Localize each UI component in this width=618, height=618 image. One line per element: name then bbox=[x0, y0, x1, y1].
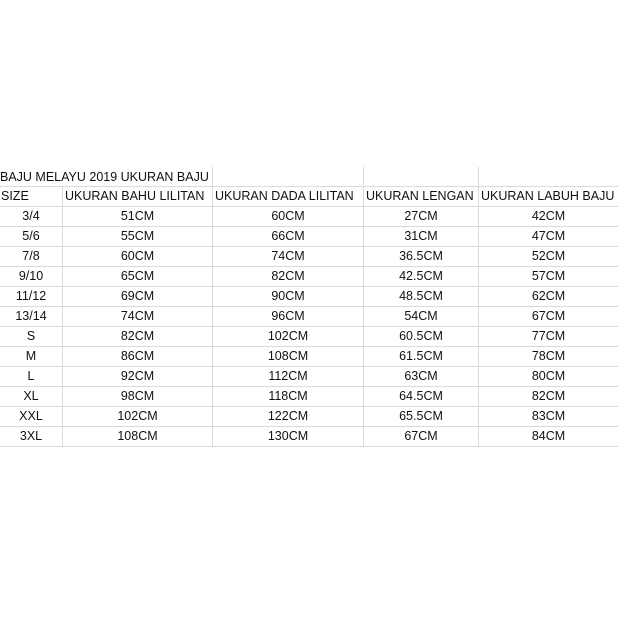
length-cell: 77CM bbox=[479, 327, 618, 347]
shoulder-cell: 65CM bbox=[63, 267, 213, 287]
length-cell: 57CM bbox=[479, 267, 618, 287]
header-row bbox=[0, 187, 618, 207]
shoulder-cell: 86CM bbox=[63, 347, 213, 367]
chest-cell: 74CM bbox=[213, 247, 364, 267]
size-cell: 13/14 bbox=[0, 307, 63, 327]
table-row bbox=[0, 227, 618, 247]
header-chest: UKURAN DADA LILITAN bbox=[213, 187, 364, 207]
sleeve-cell: 27CM bbox=[364, 207, 479, 227]
sheet-title: BAJU MELAYU 2019 UKURAN BAJU bbox=[0, 167, 213, 187]
chest-cell: 82CM bbox=[213, 267, 364, 287]
table-row bbox=[0, 367, 618, 387]
shoulder-cell: 74CM bbox=[63, 307, 213, 327]
sleeve-cell: 61.5CM bbox=[364, 347, 479, 367]
shoulder-cell: 60CM bbox=[63, 247, 213, 267]
shoulder-cell: 55CM bbox=[63, 227, 213, 247]
shoulder-cell: 82CM bbox=[63, 327, 213, 347]
size-cell: XL bbox=[0, 387, 63, 407]
length-cell: 67CM bbox=[479, 307, 618, 327]
length-cell: 62CM bbox=[479, 287, 618, 307]
header-sleeve: UKURAN LENGAN bbox=[364, 187, 479, 207]
size-cell: S bbox=[0, 327, 63, 347]
table-row bbox=[0, 267, 618, 287]
chest-cell: 60CM bbox=[213, 207, 364, 227]
length-cell: 42CM bbox=[479, 207, 618, 227]
sleeve-cell: 42.5CM bbox=[364, 267, 479, 287]
size-cell: 7/8 bbox=[0, 247, 63, 267]
table-row bbox=[0, 207, 618, 227]
size-cell: M bbox=[0, 347, 63, 367]
size-cell: L bbox=[0, 367, 63, 387]
size-cell: 9/10 bbox=[0, 267, 63, 287]
length-cell: 80CM bbox=[479, 367, 618, 387]
table-row bbox=[0, 387, 618, 407]
table-row bbox=[0, 247, 618, 267]
length-cell: 78CM bbox=[479, 347, 618, 367]
table-row bbox=[0, 407, 618, 427]
shoulder-cell: 92CM bbox=[63, 367, 213, 387]
sleeve-cell: 36.5CM bbox=[364, 247, 479, 267]
length-cell: 84CM bbox=[479, 427, 618, 447]
size-cell: 3/4 bbox=[0, 207, 63, 227]
length-cell: 82CM bbox=[479, 387, 618, 407]
empty-cell bbox=[364, 167, 479, 187]
size-cell: XXL bbox=[0, 407, 63, 427]
length-cell: 83CM bbox=[479, 407, 618, 427]
sleeve-cell: 64.5CM bbox=[364, 387, 479, 407]
sleeve-cell: 48.5CM bbox=[364, 287, 479, 307]
chest-cell: 112CM bbox=[213, 367, 364, 387]
shoulder-cell: 98CM bbox=[63, 387, 213, 407]
chest-cell: 90CM bbox=[213, 287, 364, 307]
table-row bbox=[0, 287, 618, 307]
table-row bbox=[0, 307, 618, 327]
sleeve-cell: 60.5CM bbox=[364, 327, 479, 347]
chest-cell: 96CM bbox=[213, 307, 364, 327]
size-cell: 11/12 bbox=[0, 287, 63, 307]
chest-cell: 122CM bbox=[213, 407, 364, 427]
chest-cell: 130CM bbox=[213, 427, 364, 447]
size-cell: 5/6 bbox=[0, 227, 63, 247]
shoulder-cell: 69CM bbox=[63, 287, 213, 307]
chest-cell: 66CM bbox=[213, 227, 364, 247]
header-shoulder: UKURAN BAHU LILITAN bbox=[63, 187, 213, 207]
length-cell: 47CM bbox=[479, 227, 618, 247]
table-body bbox=[0, 207, 618, 447]
title-row bbox=[0, 167, 618, 187]
empty-cell bbox=[213, 167, 364, 187]
chest-cell: 118CM bbox=[213, 387, 364, 407]
sleeve-cell: 31CM bbox=[364, 227, 479, 247]
shoulder-cell: 108CM bbox=[63, 427, 213, 447]
size-cell: 3XL bbox=[0, 427, 63, 447]
chest-cell: 102CM bbox=[213, 327, 364, 347]
header-length: UKURAN LABUH BAJU bbox=[479, 187, 618, 207]
sleeve-cell: 63CM bbox=[364, 367, 479, 387]
empty-cell bbox=[479, 167, 618, 187]
size-chart-sheet bbox=[0, 167, 618, 447]
length-cell: 52CM bbox=[479, 247, 618, 267]
sleeve-cell: 67CM bbox=[364, 427, 479, 447]
shoulder-cell: 51CM bbox=[63, 207, 213, 227]
shoulder-cell: 102CM bbox=[63, 407, 213, 427]
header-size: SIZE bbox=[0, 187, 63, 207]
table-row bbox=[0, 327, 618, 347]
sleeve-cell: 65.5CM bbox=[364, 407, 479, 427]
chest-cell: 108CM bbox=[213, 347, 364, 367]
table-row bbox=[0, 347, 618, 367]
sleeve-cell: 54CM bbox=[364, 307, 479, 327]
table-row bbox=[0, 427, 618, 447]
